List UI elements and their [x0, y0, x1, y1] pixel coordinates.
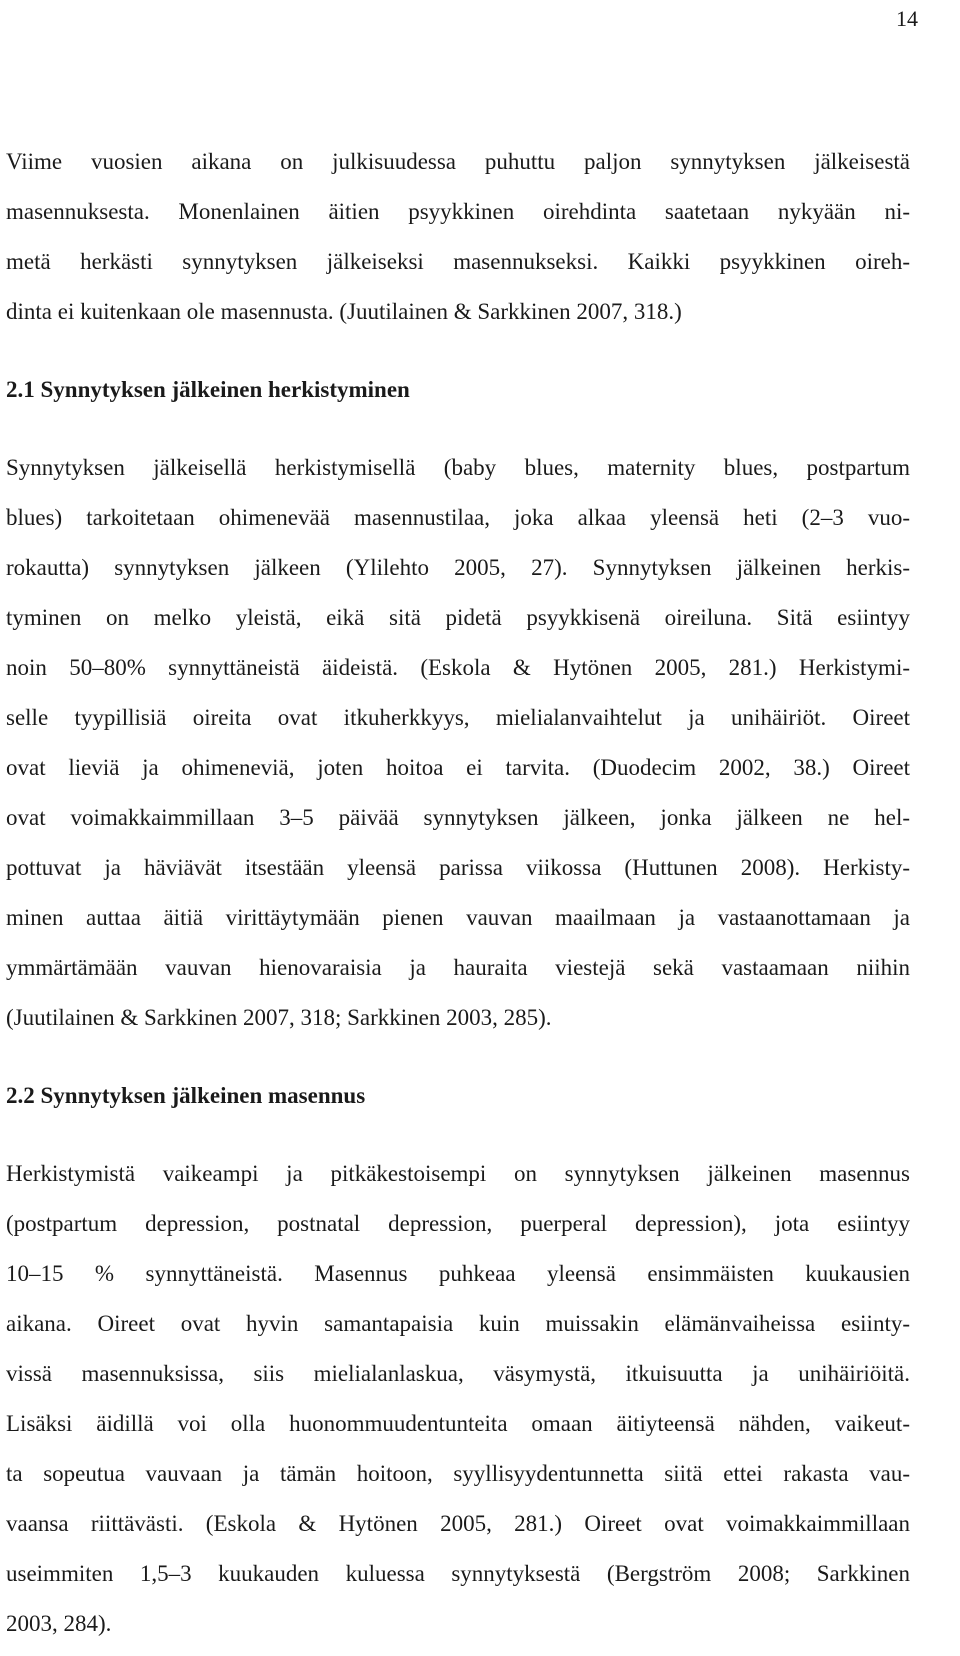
text-line: Synnytyksen jälkeisellä herkistymisellä (baby blues, maternity blues, postpartum	[6, 455, 910, 480]
text-line: Viime vuosien aikana on julkisuudessa puhuttu paljon synnytyksen jälkeisestä	[6, 149, 910, 174]
section-2-2-paragraph	[6, 1149, 910, 1649]
text-line: aikana. Oireet ovat hyvin samantapaisia kuin muissakin elämänvaiheissa esiinty-	[6, 1311, 910, 1336]
text-line: tyminen on melko yleistä, eikä sitä pidetä psyykkisenä oireiluna. Sitä esiintyy	[6, 605, 910, 630]
text-line: masennuksesta. Monenlainen äitien psyykkinen oirehdinta saatetaan nykyään ni-	[6, 199, 910, 224]
section-heading-2-2: 2.2 Synnytyksen jälkeinen masennus	[6, 1083, 366, 1108]
text-line: (Juutilainen & Sarkkinen 2007, 318; Sarkkinen 2003, 285).	[6, 1005, 552, 1030]
text-line: vaansa riittävästi. (Eskola & Hytönen 2005, 281.) Oireet ovat voimakkaimmillaan	[6, 1511, 910, 1536]
text-line: dinta ei kuitenkaan ole masennusta. (Juutilainen & Sarkkinen 2007, 318.)	[6, 299, 682, 324]
document-body	[6, 137, 910, 1649]
text-line: pottuvat ja häviävät itsestään yleensä parissa viikossa (Huttunen 2008). Herkisty-	[6, 855, 910, 880]
text-line: 10–15 % synnyttäneistä. Masennus puhkeaa yleensä ensimmäisten kuukausien	[6, 1261, 910, 1286]
text-line: blues) tarkoitetaan ohimenevää masennustilaa, joka alkaa yleensä heti (2–3 vuo-	[6, 505, 910, 530]
text-line: ovat lieviä ja ohimeneviä, joten hoitoa ei tarvita. (Duodecim 2002, 38.) Oireet	[6, 755, 910, 780]
text-line: metä herkästi synnytyksen jälkeiseksi masennukseksi. Kaikki psyykkinen oireh-	[6, 249, 910, 274]
intro-paragraph	[6, 137, 910, 337]
text-line: Herkistymistä vaikeampi ja pitkäkestoisempi on synnytyksen jälkeinen masennus	[6, 1161, 910, 1186]
text-line: (postpartum depression, postnatal depression, puerperal depression), jota esiintyy	[6, 1211, 910, 1236]
text-line: Lisäksi äidillä voi olla huonommuudentunteita omaan äitiyteensä nähden, vaikeut-	[6, 1411, 910, 1436]
page-number: 14	[896, 6, 918, 31]
text-line: 2003, 284).	[6, 1611, 112, 1636]
section-2-1-paragraph	[6, 443, 910, 1043]
text-line: noin 50–80% synnyttäneistä äideistä. (Eskola & Hytönen 2005, 281.) Herkistymi-	[6, 655, 910, 680]
text-line: ta sopeutua vauvaan ja tämän hoitoon, syyllisyydentunnetta siitä ettei rakasta vau-	[6, 1461, 910, 1486]
text-line: vissä masennuksissa, siis mielialanlaskua, väsymystä, itkuisuutta ja unihäiriöitä.	[6, 1361, 910, 1386]
text-line: ymmärtämään vauvan hienovaraisia ja hauraita viestejä sekä vastaamaan niihin	[6, 955, 910, 980]
text-line: ovat voimakkaimmillaan 3–5 päivää synnytyksen jälkeen, jonka jälkeen ne hel-	[6, 805, 910, 830]
text-line: rokautta) synnytyksen jälkeen (Ylilehto 2005, 27). Synnytyksen jälkeinen herkis-	[6, 555, 910, 580]
text-line: selle tyypillisiä oireita ovat itkuherkkyys, mielialanvaihtelut ja unihäiriöt. Oireet	[6, 705, 910, 730]
section-heading-2-1: 2.1 Synnytyksen jälkeinen herkistyminen	[6, 377, 410, 402]
text-line: minen auttaa äitiä virittäytymään pienen vauvan maailmaan ja vastaanottamaan ja	[6, 905, 910, 930]
text-line: useimmiten 1,5–3 kuukauden kuluessa synnytyksestä (Bergström 2008; Sarkkinen	[6, 1561, 910, 1586]
